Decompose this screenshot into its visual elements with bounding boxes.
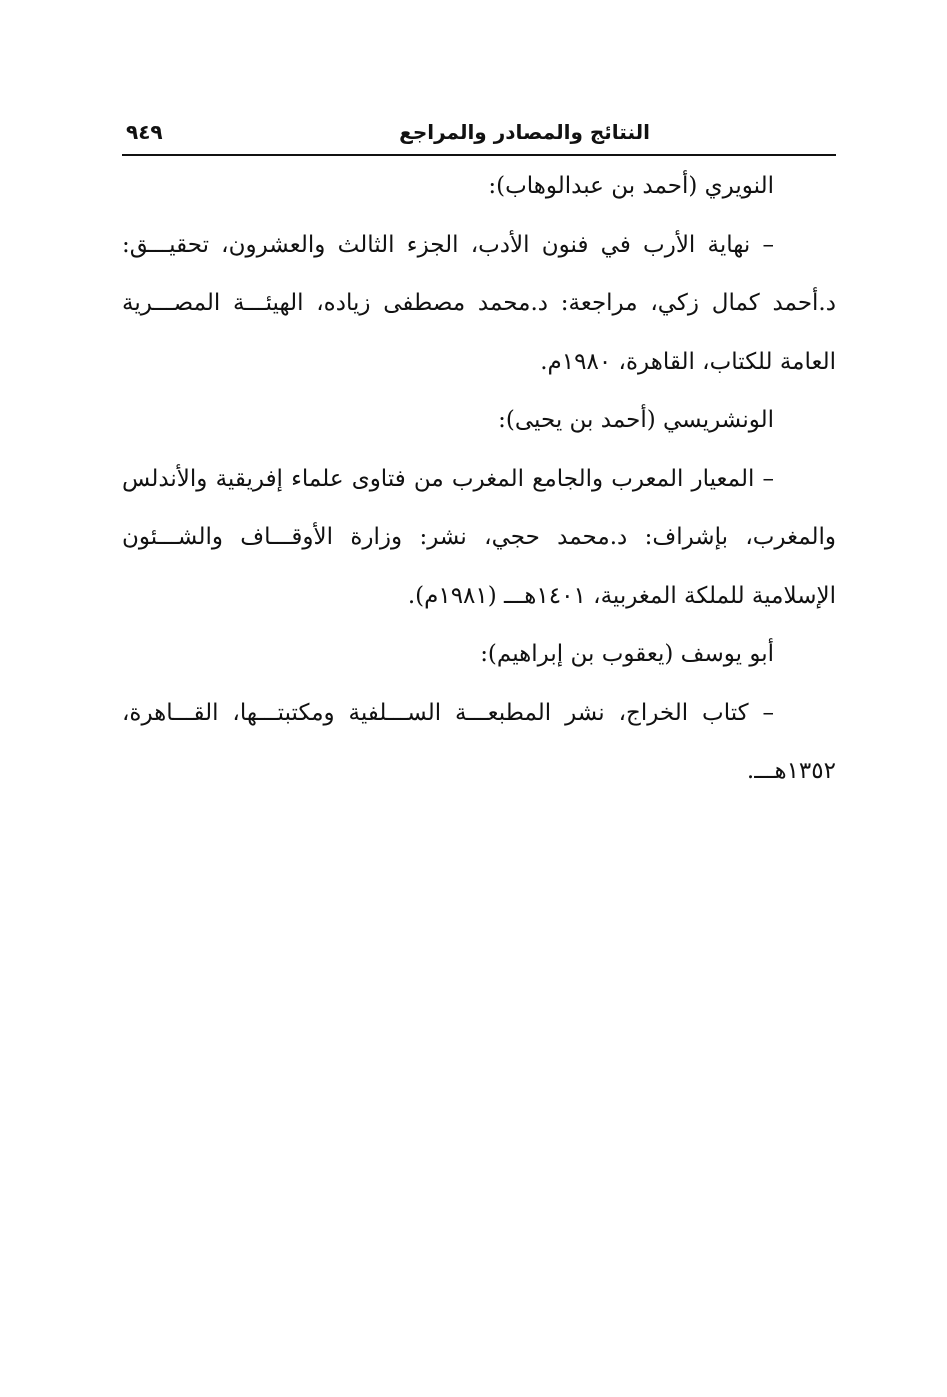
bibliography-entry: [122, 162, 836, 396]
entry-text-line: – كتاب الخراج، نشر المطبعـــة الســـلفية ومكتبتـــها، القـــاهرة،: [122, 699, 774, 726]
bibliography-entry: [122, 630, 836, 806]
entry-text-line: – نهاية الأرب في فنون الأدب، الجزء الثالث والعشرون، تحقيـــق:: [122, 231, 774, 258]
entry-author: أبو يوسف (يعقوب بن إبراهيم):: [480, 641, 774, 667]
entry-text-line: والمغرب، بإشراف: د.محمد حجي، نشر: وزارة الأوقـــاف والشـــئون: [122, 524, 836, 550]
entry-author: النويري (أحمد بن عبدالوهاب):: [488, 173, 774, 199]
page-number: ٩٤٩: [126, 120, 163, 144]
entry-text-line: الإسلامية للملكة المغربية، ١٤٠١هـــ (١٩٨١م).: [407, 582, 836, 609]
entry-text-line: العامة للكتاب، القاهرة، ١٩٨٠م.: [540, 348, 836, 375]
entry-text-line: ١٣٥٢هـــ.: [746, 758, 836, 784]
page-header: [122, 118, 836, 156]
bibliography-entry: [122, 396, 836, 630]
bibliography-list: [122, 162, 836, 806]
entry-author: الونشريسي (أحمد بن يحيى):: [498, 407, 774, 433]
entry-text-line: د.أحمد كمال زكي، مراجعة: د.محمد مصطفى زياده، الهيئـــة المصـــرية: [122, 290, 836, 316]
entry-text-line: – المعيار المعرب والجامع المغرب من فتاوى علماء إفريقية والأندلس: [122, 465, 774, 492]
running-title: النتائج والمصادر والمراجع: [399, 120, 650, 144]
